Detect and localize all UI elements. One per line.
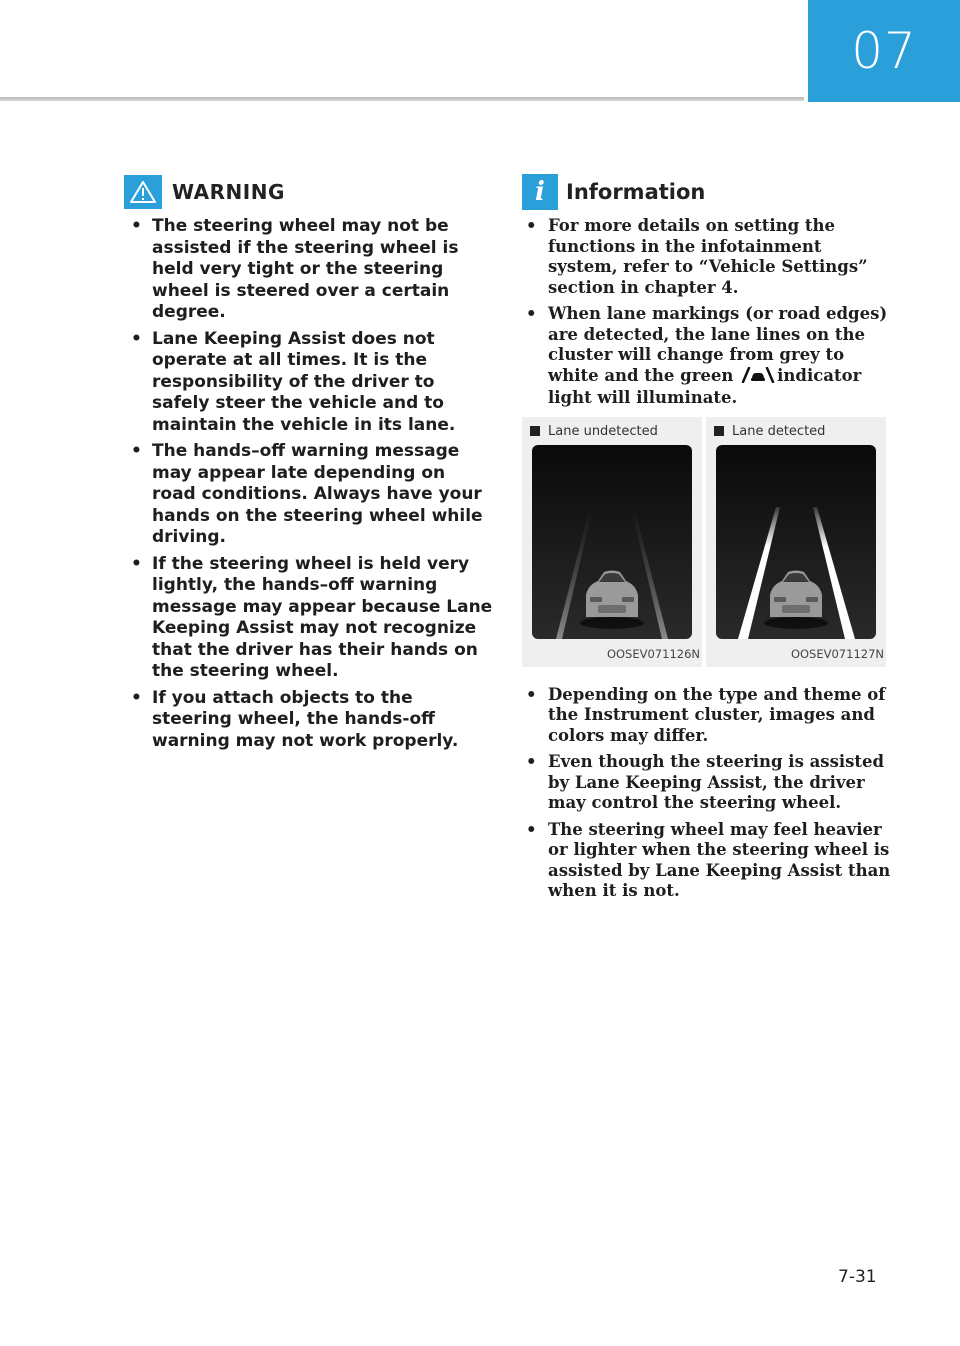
information-item-text: Even though the steering is assisted by Lane Keeping Assist, the driver may control the steering wheel. [548, 752, 885, 812]
warning-section [124, 172, 494, 757]
bullet: • [526, 216, 537, 235]
information-item-text: indicator light will illuminate. [548, 365, 862, 407]
information-section [522, 172, 892, 908]
warning-item [124, 216, 494, 324]
information-item [522, 216, 892, 298]
information-item [522, 752, 892, 814]
page-number: 7-31 [838, 1267, 877, 1287]
information-item-text: Depending on the type and theme of the Instrument cluster, images and colors may differ. [548, 684, 886, 745]
header-rule [0, 97, 804, 101]
lane-keeping-assist-icon [741, 367, 775, 389]
information-title: Information [566, 180, 706, 204]
bullet: • [526, 304, 537, 323]
figure-caption-text: Lane detected [732, 423, 826, 439]
bullet: • [131, 687, 142, 708]
information-item-text: The steering wheel may feel heavier or lighter when the steering wheel is assisted by Lane Keeping Assist than when it is not. [548, 819, 891, 900]
warning-item [124, 329, 494, 437]
warning-item [124, 554, 494, 683]
square-bullet-icon [714, 426, 724, 436]
information-list [522, 216, 892, 409]
figure-code: OOSEV071126N [606, 646, 700, 661]
warning-title: WARNING [172, 180, 285, 204]
warning-item-text: The hands–off warning message may appear late depending on road conditions. Always have your hands on the steering wheel while driving. [152, 441, 483, 547]
warning-item-text: If the steering wheel is held very lightly, the hands–off warning message may appear because Lane Keeping Assist may not recognize that the driver has their hands on the steering wheel. [152, 553, 493, 681]
warning-item-text: If you attach objects to the steering wheel, the hands-off warning may not work properly. [152, 687, 459, 751]
bullet: • [526, 819, 537, 839]
bullet: • [526, 752, 537, 771]
warning-item-text: The steering wheel may not be assisted if the steering wheel is held very tight or the steering wheel is steered over a certain degree. [152, 216, 459, 322]
bullet: • [526, 684, 537, 704]
figure-lane-detected [706, 417, 886, 667]
figure-caption [530, 424, 658, 439]
warning-triangle-icon [124, 175, 162, 209]
information-item [522, 820, 892, 902]
information-item [522, 685, 892, 747]
cluster-image-detected [716, 445, 876, 639]
warning-heading [124, 172, 494, 212]
warning-list [124, 216, 494, 752]
figure-caption-text: Lane undetected [548, 423, 658, 439]
chapter-tab: 07 [808, 0, 960, 102]
bullet: • [131, 216, 142, 236]
figure-code: OOSEV071127N [790, 646, 884, 661]
warning-item-text: Lane Keeping Assist does not operate at all times. It is the responsibility of the driver to safely steer the vehicle and to maintain the vehicle in its lane. [152, 328, 456, 435]
lane-figures [522, 417, 892, 675]
bullet: • [131, 441, 142, 461]
information-item-text: For more details on setting the functions in the infotainment system, refer to “Vehicle Settings” section in chapter 4. [548, 216, 868, 297]
information-icon: i [522, 174, 558, 210]
information-item-text: When lane markings (or road edges) are detected, the lane lines on the cluster will change from grey to white and the green [548, 304, 888, 385]
square-bullet-icon [530, 426, 540, 436]
bullet: • [131, 328, 142, 349]
information-item [522, 304, 892, 409]
warning-item [124, 688, 494, 753]
cluster-image-undetected [532, 445, 692, 639]
information-heading [522, 172, 892, 212]
figure-caption [714, 424, 825, 439]
information-list-continued [522, 685, 892, 902]
bullet: • [131, 553, 142, 574]
figure-lane-undetected [522, 417, 702, 667]
warning-item [124, 441, 494, 549]
